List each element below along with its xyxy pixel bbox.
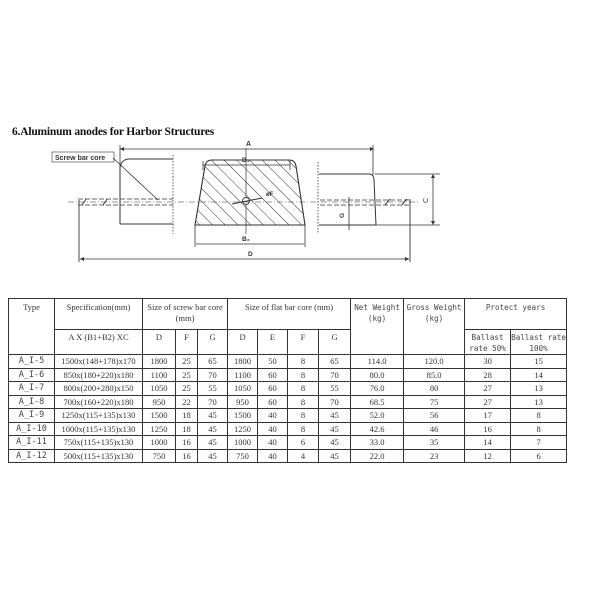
table-row (9, 436, 567, 450)
cell-gross: 120.0 (404, 355, 465, 369)
cell-flat-g: 45 (319, 436, 351, 450)
cell-flat-d: 1050 (228, 382, 258, 396)
cell-flat-e: 60 (258, 382, 288, 396)
cell-flat-f: 8 (288, 355, 319, 369)
cross-section (68, 148, 420, 247)
svg-text:D: D (248, 251, 253, 258)
cell-flat-d: 750 (228, 449, 258, 463)
cell-flat-f: 8 (288, 395, 319, 409)
cell-type: A_I-7 (9, 382, 55, 396)
header-screw-d: D (143, 330, 176, 355)
cell-net: 52.0 (351, 409, 404, 423)
cell-b50: 17 (465, 409, 511, 423)
header-specification: Specification(mm) (55, 299, 143, 330)
cell-screw-f: 22 (176, 395, 198, 409)
cell-net: 68.5 (351, 395, 404, 409)
cell-b100: 13 (511, 382, 567, 396)
cell-spec: 800x(200+280)x150 (55, 382, 143, 396)
header-flat-g: G (319, 330, 351, 355)
cell-type: A_I-6 (9, 368, 55, 382)
cell-flat-e: 40 (258, 449, 288, 463)
cell-screw-d: 1050 (143, 382, 176, 396)
cell-type: A_I-5 (9, 355, 55, 369)
cell-b100: 8 (511, 409, 567, 423)
cell-gross: 80 (404, 382, 465, 396)
cell-flat-e: 40 (258, 422, 288, 436)
cell-gross: 35 (404, 436, 465, 450)
cell-b50: 27 (465, 382, 511, 396)
cell-screw-f: 16 (176, 449, 198, 463)
cell-screw-d: 750 (143, 449, 176, 463)
cell-net: 114.0 (351, 355, 404, 369)
cell-net: 42.6 (351, 422, 404, 436)
cell-flat-f: 8 (288, 382, 319, 396)
cell-screw-f: 25 (176, 368, 198, 382)
cell-b100: 14 (511, 368, 567, 382)
cell-screw-d: 1800 (143, 355, 176, 369)
header-row-2 (9, 330, 567, 355)
cell-b100: 6 (511, 449, 567, 463)
cell-screw-g: 70 (198, 395, 228, 409)
cell-b100: 7 (511, 436, 567, 450)
document-title: 6.Aluminum anodes for Harbor Structures (12, 126, 215, 138)
cell-flat-g: 45 (319, 449, 351, 463)
cell-screw-g: 45 (198, 449, 228, 463)
cell-net: 76.0 (351, 382, 404, 396)
cell-flat-f: 8 (288, 368, 319, 382)
cell-b100: 15 (511, 355, 567, 369)
cell-screw-g: 65 (198, 355, 228, 369)
cell-flat-f: 8 (288, 422, 319, 436)
cell-flat-d: 950 (228, 395, 258, 409)
cell-type: A_I-11 (9, 436, 55, 450)
header-flat-e: E (258, 330, 288, 355)
cell-net: 80.0 (351, 368, 404, 382)
svg-text:Screw bar core: Screw bar core (55, 155, 106, 162)
cell-screw-g: 70 (198, 368, 228, 382)
anode-technical-drawing (0, 138, 600, 268)
cell-flat-e: 60 (258, 395, 288, 409)
cell-type: A_I-8 (9, 395, 55, 409)
cell-screw-d: 1500 (143, 409, 176, 423)
cell-spec: 1000x(115+135)x130 (55, 422, 143, 436)
cell-flat-g: 65 (319, 355, 351, 369)
header-ballast-100: Ballast rate 100% (511, 330, 567, 355)
svg-text:G: G (339, 212, 346, 218)
cell-type: A_I-9 (9, 409, 55, 423)
header-flat-bar-core: Size of flat bar core (mm) (228, 299, 351, 330)
cell-screw-g: 55 (198, 382, 228, 396)
cell-screw-g: 45 (198, 422, 228, 436)
header-row-1 (9, 299, 567, 330)
header-screw-bar-core: Size of screw bar core (mm) (143, 299, 228, 330)
left-anode-block (78, 155, 173, 234)
cell-screw-f: 18 (176, 422, 198, 436)
table-row (9, 422, 567, 436)
cell-flat-e: 60 (258, 368, 288, 382)
header-gross-weight: Gross Weight (kg) (404, 299, 465, 355)
header-flat-d: D (228, 330, 258, 355)
table-row (9, 409, 567, 423)
cell-flat-e: 50 (258, 355, 288, 369)
cell-flat-g: 45 (319, 422, 351, 436)
cell-b50: 16 (465, 422, 511, 436)
header-protect-years: Protect years (465, 299, 567, 330)
cell-screw-d: 950 (143, 395, 176, 409)
cell-gross: 23 (404, 449, 465, 463)
cell-flat-d: 1800 (228, 355, 258, 369)
cell-flat-d: 1250 (228, 422, 258, 436)
svg-text:B₁: B₁ (242, 157, 250, 164)
cell-flat-f: 4 (288, 449, 319, 463)
cell-b50: 12 (465, 449, 511, 463)
svg-text:A: A (246, 141, 252, 148)
cell-b50: 14 (465, 436, 511, 450)
svg-text:øF: øF (266, 192, 274, 198)
cell-screw-d: 1100 (143, 368, 176, 382)
cell-flat-d: 1100 (228, 368, 258, 382)
anode-spec-table (8, 298, 567, 463)
header-screw-g: G (198, 330, 228, 355)
cell-spec: 1500x(148+178)x170 (55, 355, 143, 369)
cell-net: 33.0 (351, 436, 404, 450)
cell-flat-g: 70 (319, 395, 351, 409)
cell-spec: 500x(115+135)x130 (55, 449, 143, 463)
cell-flat-e: 40 (258, 436, 288, 450)
header-net-weight: Net Weight (kg) (351, 299, 404, 355)
table-row (9, 382, 567, 396)
header-flat-f: F (288, 330, 319, 355)
header-type: Type (9, 299, 55, 355)
cell-flat-g: 55 (319, 382, 351, 396)
svg-text:C: C (423, 197, 430, 203)
cell-flat-e: 40 (258, 409, 288, 423)
cell-spec: 700x(160+220)x180 (55, 395, 143, 409)
cell-screw-g: 45 (198, 409, 228, 423)
cell-flat-d: 1500 (228, 409, 258, 423)
cell-screw-f: 25 (176, 355, 198, 369)
header-ballast-50: Ballast rate 50% (465, 330, 511, 355)
cell-net: 22.0 (351, 449, 404, 463)
header-spec-formula: A X (B1+B2) XC (55, 330, 143, 355)
cell-gross: 85.0 (404, 368, 465, 382)
table-row (9, 395, 567, 409)
right-anode-block (318, 162, 440, 262)
cell-screw-g: 45 (198, 436, 228, 450)
cell-b100: 13 (511, 395, 567, 409)
svg-text:B₂: B₂ (242, 236, 250, 243)
cell-spec: 850x(180+220)x180 (55, 368, 143, 382)
cell-screw-f: 25 (176, 382, 198, 396)
cell-screw-d: 1000 (143, 436, 176, 450)
cell-b50: 30 (465, 355, 511, 369)
cell-screw-d: 1250 (143, 422, 176, 436)
table-row (9, 368, 567, 382)
cell-gross: 46 (404, 422, 465, 436)
cell-screw-f: 18 (176, 409, 198, 423)
cell-screw-f: 16 (176, 436, 198, 450)
cell-flat-g: 70 (319, 368, 351, 382)
table-row (9, 449, 567, 463)
cell-flat-f: 8 (288, 409, 319, 423)
cell-b100: 8 (511, 422, 567, 436)
table-row (9, 355, 567, 369)
cell-gross: 56 (404, 409, 465, 423)
cell-spec: 1250x(115+135)x130 (55, 409, 143, 423)
cell-type: A_I-10 (9, 422, 55, 436)
cell-flat-d: 1000 (228, 436, 258, 450)
cell-b50: 28 (465, 368, 511, 382)
cell-flat-f: 6 (288, 436, 319, 450)
cell-spec: 750x(115+135)x130 (55, 436, 143, 450)
cell-b50: 27 (465, 395, 511, 409)
cell-flat-g: 45 (319, 409, 351, 423)
header-screw-f: F (176, 330, 198, 355)
cell-gross: 75 (404, 395, 465, 409)
cell-type: A_I-12 (9, 449, 55, 463)
